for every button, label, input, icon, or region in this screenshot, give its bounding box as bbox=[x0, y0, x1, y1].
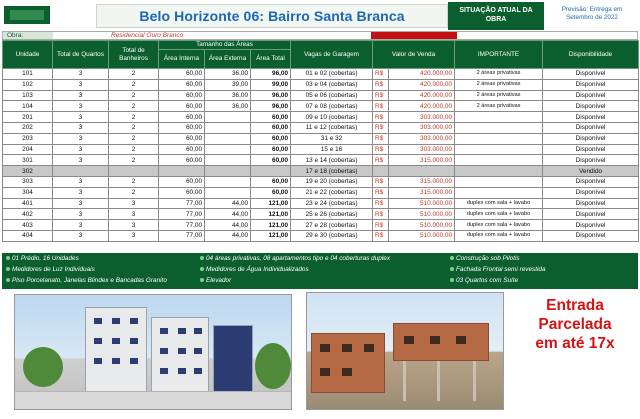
cell-interna: 60,00 bbox=[159, 69, 205, 80]
cell-banheiros: 2 bbox=[109, 187, 159, 198]
cell-banheiros: 3 bbox=[109, 209, 159, 220]
cell-unidade: 203 bbox=[3, 133, 53, 144]
cell-externa bbox=[205, 166, 251, 177]
cell-unidade: 302 bbox=[3, 166, 53, 177]
cell-interna: 77,00 bbox=[159, 198, 205, 209]
cell-valor: 315.000,00 bbox=[389, 176, 455, 187]
cell-disp: Disponível bbox=[543, 112, 639, 123]
cell-banheiros: 2 bbox=[109, 133, 159, 144]
obra-label: Obra: bbox=[3, 32, 53, 39]
cell-quartos bbox=[53, 166, 109, 177]
cell-importante bbox=[455, 133, 543, 144]
promo-line-1: Entrada bbox=[546, 297, 604, 314]
cell-disp: Disponível bbox=[543, 230, 639, 241]
cell-interna: 60,00 bbox=[159, 187, 205, 198]
cell-banheiros: 3 bbox=[109, 220, 159, 231]
cell-vagas: 11 e 12 (cobertas) bbox=[291, 122, 373, 133]
cell-interna: 60,00 bbox=[159, 122, 205, 133]
table-row[interactable] bbox=[3, 69, 639, 80]
cell-externa bbox=[205, 155, 251, 166]
bullet-icon bbox=[450, 278, 454, 282]
cell-cur: R$ bbox=[373, 220, 389, 231]
cell-disp: Disponível bbox=[543, 209, 639, 220]
redacted-block bbox=[371, 32, 457, 39]
table-row[interactable] bbox=[3, 90, 639, 101]
cell-quartos: 3 bbox=[53, 198, 109, 209]
feature-item: 03 Quartos com Suíte bbox=[450, 277, 518, 284]
bullet-icon bbox=[450, 256, 454, 260]
cell-externa: 44,00 bbox=[205, 220, 251, 231]
promo-text bbox=[514, 296, 636, 366]
cell-importante bbox=[455, 144, 543, 155]
feature-item: Elevador bbox=[200, 277, 231, 284]
table-row[interactable] bbox=[3, 101, 639, 112]
cell-vagas: 09 e 10 (cobertas) bbox=[291, 112, 373, 123]
cell-total: 96,00 bbox=[251, 90, 291, 101]
obra-row bbox=[2, 31, 638, 40]
feature-item: Fachada Frontal semi revestida bbox=[450, 266, 546, 273]
cell-disp: Disponível bbox=[543, 101, 639, 112]
cell-banheiros: 2 bbox=[109, 101, 159, 112]
cell-vagas: 27 e 28 (cobertas) bbox=[291, 220, 373, 231]
construction-status-button[interactable] bbox=[448, 2, 544, 30]
cell-vagas: 07 e 08 (cobertas) bbox=[291, 101, 373, 112]
cell-quartos: 3 bbox=[53, 122, 109, 133]
cell-cur bbox=[373, 166, 389, 177]
cell-total: 60,00 bbox=[251, 144, 291, 155]
cell-cur: R$ bbox=[373, 176, 389, 187]
cell-externa: 44,00 bbox=[205, 230, 251, 241]
bullet-icon bbox=[6, 256, 10, 260]
cell-cur: R$ bbox=[373, 133, 389, 144]
cell-cur: R$ bbox=[373, 79, 389, 90]
header-unidade: Unidade bbox=[3, 41, 53, 69]
cell-valor: 303.000,00 bbox=[389, 112, 455, 123]
tree-shape bbox=[255, 343, 291, 389]
cell-externa bbox=[205, 176, 251, 187]
cell-interna: 60,00 bbox=[159, 176, 205, 187]
bullet-icon bbox=[200, 267, 204, 271]
cell-valor: 510.000,00 bbox=[389, 220, 455, 231]
table-row[interactable] bbox=[3, 133, 639, 144]
cell-externa: 36,00 bbox=[205, 101, 251, 112]
cell-unidade: 204 bbox=[3, 144, 53, 155]
header-area-total: Área Total bbox=[251, 50, 291, 69]
brick-structure bbox=[393, 323, 489, 361]
cell-quartos: 3 bbox=[53, 220, 109, 231]
units-table-body bbox=[3, 69, 639, 242]
cell-importante bbox=[455, 155, 543, 166]
cell-valor: 420.000,00 bbox=[389, 101, 455, 112]
cell-total: 121,00 bbox=[251, 209, 291, 220]
table-row[interactable] bbox=[3, 79, 639, 90]
cell-disp: Disponível bbox=[543, 187, 639, 198]
feature-item: Construção sob Pilotis bbox=[450, 255, 520, 262]
cell-disp: Vendido bbox=[543, 166, 639, 177]
cell-vagas: 01 e 02 (cobertas) bbox=[291, 69, 373, 80]
construction-photo bbox=[306, 292, 504, 410]
promo-line-2: Parcelada bbox=[538, 316, 612, 333]
cell-externa: 36,00 bbox=[205, 69, 251, 80]
cell-quartos: 3 bbox=[53, 101, 109, 112]
cell-banheiros: 2 bbox=[109, 90, 159, 101]
cell-externa: 44,00 bbox=[205, 209, 251, 220]
status-line-1: SITUAÇÃO ATUAL DA bbox=[459, 7, 533, 14]
cell-quartos: 3 bbox=[53, 187, 109, 198]
cell-importante: duplex com sala + lavabo bbox=[455, 198, 543, 209]
cell-unidade: 102 bbox=[3, 79, 53, 90]
cell-valor: 510.000,00 bbox=[389, 198, 455, 209]
cell-vagas: 19 e 20 (cobertas) bbox=[291, 176, 373, 187]
cell-quartos: 3 bbox=[53, 79, 109, 90]
cell-cur: R$ bbox=[373, 69, 389, 80]
header-disponibilidade: Disponibilidade bbox=[543, 41, 639, 69]
cell-vagas: 25 e 26 (cobertas) bbox=[291, 209, 373, 220]
page-title: Belo Horizonte 06: Bairro Santa Branca bbox=[139, 8, 405, 24]
cell-interna: 60,00 bbox=[159, 79, 205, 90]
cell-banheiros: 2 bbox=[109, 69, 159, 80]
building-render-image bbox=[14, 294, 292, 410]
table-row[interactable] bbox=[3, 166, 639, 177]
cell-banheiros: 2 bbox=[109, 79, 159, 90]
table-row[interactable] bbox=[3, 220, 639, 231]
cell-valor: 420.000,00 bbox=[389, 90, 455, 101]
cell-interna: 60,00 bbox=[159, 101, 205, 112]
cell-unidade: 401 bbox=[3, 198, 53, 209]
cell-vagas: 23 e 24 (cobertas) bbox=[291, 198, 373, 209]
obra-name: Residencial Ouro Branco bbox=[111, 32, 184, 39]
cell-disp: Disponível bbox=[543, 220, 639, 231]
cell-banheiros: 2 bbox=[109, 176, 159, 187]
bullet-icon bbox=[6, 278, 10, 282]
cell-importante bbox=[455, 187, 543, 198]
cell-importante: duplex com sala + lavabo bbox=[455, 209, 543, 220]
cell-cur: R$ bbox=[373, 155, 389, 166]
cell-vagas: 03 e 04 (cobertas) bbox=[291, 79, 373, 90]
cell-unidade: 303 bbox=[3, 176, 53, 187]
cell-disp: Disponível bbox=[543, 79, 639, 90]
cell-unidade: 201 bbox=[3, 112, 53, 123]
cell-externa bbox=[205, 122, 251, 133]
cell-total: 60,00 bbox=[251, 133, 291, 144]
cell-valor: 510.000,00 bbox=[389, 230, 455, 241]
cell-interna: 77,00 bbox=[159, 220, 205, 231]
cell-total: 60,00 bbox=[251, 122, 291, 133]
cell-importante: 2 áreas privativas bbox=[455, 69, 543, 80]
cell-externa: 39,00 bbox=[205, 79, 251, 90]
cell-unidade: 403 bbox=[3, 220, 53, 231]
cell-vagas: 13 e 14 (cobertas) bbox=[291, 155, 373, 166]
cell-valor: 303.000,00 bbox=[389, 133, 455, 144]
cell-disp: Disponível bbox=[543, 122, 639, 133]
status-line-2: OBRA bbox=[485, 16, 507, 23]
cell-quartos: 3 bbox=[53, 230, 109, 241]
cell-disp: Disponível bbox=[543, 90, 639, 101]
cell-disp: Disponível bbox=[543, 155, 639, 166]
cell-importante bbox=[455, 122, 543, 133]
cell-total: 60,00 bbox=[251, 187, 291, 198]
header-area-interna: Área Interna bbox=[159, 50, 205, 69]
cell-interna: 60,00 bbox=[159, 155, 205, 166]
building-block bbox=[85, 307, 147, 393]
bullet-icon bbox=[200, 256, 204, 260]
cell-valor: 510.000,00 bbox=[389, 209, 455, 220]
cell-externa bbox=[205, 112, 251, 123]
cell-total: 60,00 bbox=[251, 155, 291, 166]
company-logo bbox=[4, 6, 50, 24]
cell-interna: 60,00 bbox=[159, 144, 205, 155]
cell-cur: R$ bbox=[373, 230, 389, 241]
cell-quartos: 3 bbox=[53, 209, 109, 220]
cell-valor: 315.000,00 bbox=[389, 155, 455, 166]
cell-cur: R$ bbox=[373, 122, 389, 133]
cell-interna: 60,00 bbox=[159, 90, 205, 101]
cell-importante bbox=[455, 166, 543, 177]
feature-item: 01 Prédio, 16 Unidades bbox=[6, 255, 79, 262]
cell-total: 121,00 bbox=[251, 198, 291, 209]
cell-importante: duplex com sala + lavabo bbox=[455, 230, 543, 241]
cell-valor: 420.000,00 bbox=[389, 69, 455, 80]
header-tamanho: Tamanho das Áreas bbox=[159, 41, 291, 50]
cell-vagas: 29 e 30 (cobertas) bbox=[291, 230, 373, 241]
cell-quartos: 3 bbox=[53, 155, 109, 166]
cell-unidade: 202 bbox=[3, 122, 53, 133]
cell-vagas: 31 e 32 bbox=[291, 133, 373, 144]
cell-disp: Disponível bbox=[543, 198, 639, 209]
cell-unidade: 103 bbox=[3, 90, 53, 101]
table-row[interactable] bbox=[3, 230, 639, 241]
cell-banheiros: 3 bbox=[109, 230, 159, 241]
cell-importante bbox=[455, 176, 543, 187]
cell-total: 96,00 bbox=[251, 101, 291, 112]
header-quartos: Total de Quartos bbox=[53, 41, 109, 69]
cell-banheiros: 2 bbox=[109, 155, 159, 166]
cell-valor bbox=[389, 166, 455, 177]
table-row[interactable] bbox=[3, 176, 639, 187]
cell-total: 99,00 bbox=[251, 79, 291, 90]
forecast-line-2: Setembro de 2022 bbox=[566, 14, 618, 21]
cell-total: 96,00 bbox=[251, 69, 291, 80]
cell-unidade: 301 bbox=[3, 155, 53, 166]
table-row[interactable] bbox=[3, 122, 639, 133]
bullet-icon bbox=[200, 278, 204, 282]
bullet-icon bbox=[450, 267, 454, 271]
feature-item: Medidores de Água Individualizados bbox=[200, 266, 309, 273]
cell-importante: duplex com sala + lavabo bbox=[455, 220, 543, 231]
cell-banheiros: 3 bbox=[109, 198, 159, 209]
cell-quartos: 3 bbox=[53, 133, 109, 144]
cell-cur: R$ bbox=[373, 209, 389, 220]
cell-disp: Disponível bbox=[543, 133, 639, 144]
cell-externa bbox=[205, 144, 251, 155]
cell-disp: Disponível bbox=[543, 144, 639, 155]
cell-cur: R$ bbox=[373, 187, 389, 198]
cell-total: 60,00 bbox=[251, 176, 291, 187]
cell-banheiros bbox=[109, 166, 159, 177]
cell-quartos: 3 bbox=[53, 90, 109, 101]
cell-interna: 77,00 bbox=[159, 209, 205, 220]
street-wall bbox=[15, 391, 292, 410]
cell-externa bbox=[205, 187, 251, 198]
feature-item: Piso Porcelanato, Janelas Blindex e Bancadas Granito bbox=[6, 277, 167, 284]
title-bar bbox=[96, 4, 448, 28]
cell-importante: 2 áreas privativas bbox=[455, 79, 543, 90]
cell-vagas: 15 e 16 bbox=[291, 144, 373, 155]
tree-shape bbox=[23, 347, 63, 387]
brick-structure bbox=[311, 333, 385, 393]
cell-vagas: 05 e 06 (cobertas) bbox=[291, 90, 373, 101]
forecast-line-1: Previsão: Entrega em bbox=[561, 6, 623, 13]
cell-total: 121,00 bbox=[251, 220, 291, 231]
cell-vagas: 21 e 22 (cobertas) bbox=[291, 187, 373, 198]
cell-vagas: 17 e 18 (cobertas) bbox=[291, 166, 373, 177]
cell-cur: R$ bbox=[373, 101, 389, 112]
cell-valor: 303.000,00 bbox=[389, 122, 455, 133]
cell-total: 60,00 bbox=[251, 112, 291, 123]
cell-valor: 420.000,00 bbox=[389, 79, 455, 90]
header-importante: IMPORTANTE bbox=[455, 41, 543, 69]
cell-externa: 36,00 bbox=[205, 90, 251, 101]
cell-quartos: 3 bbox=[53, 112, 109, 123]
cell-unidade: 402 bbox=[3, 209, 53, 220]
cell-banheiros: 2 bbox=[109, 112, 159, 123]
cell-interna bbox=[159, 166, 205, 177]
bullet-icon bbox=[6, 267, 10, 271]
table-row[interactable] bbox=[3, 187, 639, 198]
units-table bbox=[2, 40, 639, 242]
header-area-externa: Área Externa bbox=[205, 50, 251, 69]
cell-disp: Disponível bbox=[543, 176, 639, 187]
cell-cur: R$ bbox=[373, 198, 389, 209]
cell-quartos: 3 bbox=[53, 144, 109, 155]
cell-quartos: 3 bbox=[53, 69, 109, 80]
cell-interna: 77,00 bbox=[159, 230, 205, 241]
cell-total bbox=[251, 166, 291, 177]
cell-importante: 2 áreas privativas bbox=[455, 101, 543, 112]
table-row[interactable] bbox=[3, 155, 639, 166]
cell-banheiros: 2 bbox=[109, 144, 159, 155]
cell-unidade: 101 bbox=[3, 69, 53, 80]
cell-valor: 303.000,00 bbox=[389, 144, 455, 155]
header-valor: Valor de Venda bbox=[373, 41, 455, 69]
header-vagas: Vagas de Garagem bbox=[291, 41, 373, 69]
cell-interna: 60,00 bbox=[159, 112, 205, 123]
table-row[interactable] bbox=[3, 144, 639, 155]
header-banheiros: Total de Banheiros bbox=[109, 41, 159, 69]
cell-interna: 60,00 bbox=[159, 133, 205, 144]
cell-unidade: 104 bbox=[3, 101, 53, 112]
cell-disp: Disponível bbox=[543, 69, 639, 80]
cell-banheiros: 2 bbox=[109, 122, 159, 133]
cell-unidade: 404 bbox=[3, 230, 53, 241]
cell-quartos: 3 bbox=[53, 176, 109, 187]
building-block bbox=[151, 317, 209, 393]
feature-item: Medidores de Luz Individuais bbox=[6, 266, 95, 273]
cell-cur: R$ bbox=[373, 112, 389, 123]
cell-importante: 2 áreas privativas bbox=[455, 90, 543, 101]
cell-valor: 315.000,00 bbox=[389, 187, 455, 198]
table-row[interactable] bbox=[3, 112, 639, 123]
cell-unidade: 304 bbox=[3, 187, 53, 198]
cell-externa: 44,00 bbox=[205, 198, 251, 209]
delivery-forecast bbox=[546, 2, 638, 30]
table-row[interactable] bbox=[3, 198, 639, 209]
cell-importante bbox=[455, 112, 543, 123]
cell-cur: R$ bbox=[373, 144, 389, 155]
cell-externa bbox=[205, 133, 251, 144]
promo-line-3: em até 17x bbox=[535, 335, 615, 352]
building-block bbox=[213, 325, 253, 393]
table-row[interactable] bbox=[3, 209, 639, 220]
features-panel bbox=[2, 253, 638, 289]
cell-cur: R$ bbox=[373, 90, 389, 101]
feature-item: 04 áreas privativas, 08 apartamentos tipo e 04 coberturas duplex bbox=[200, 255, 390, 262]
cell-total: 121,00 bbox=[251, 230, 291, 241]
